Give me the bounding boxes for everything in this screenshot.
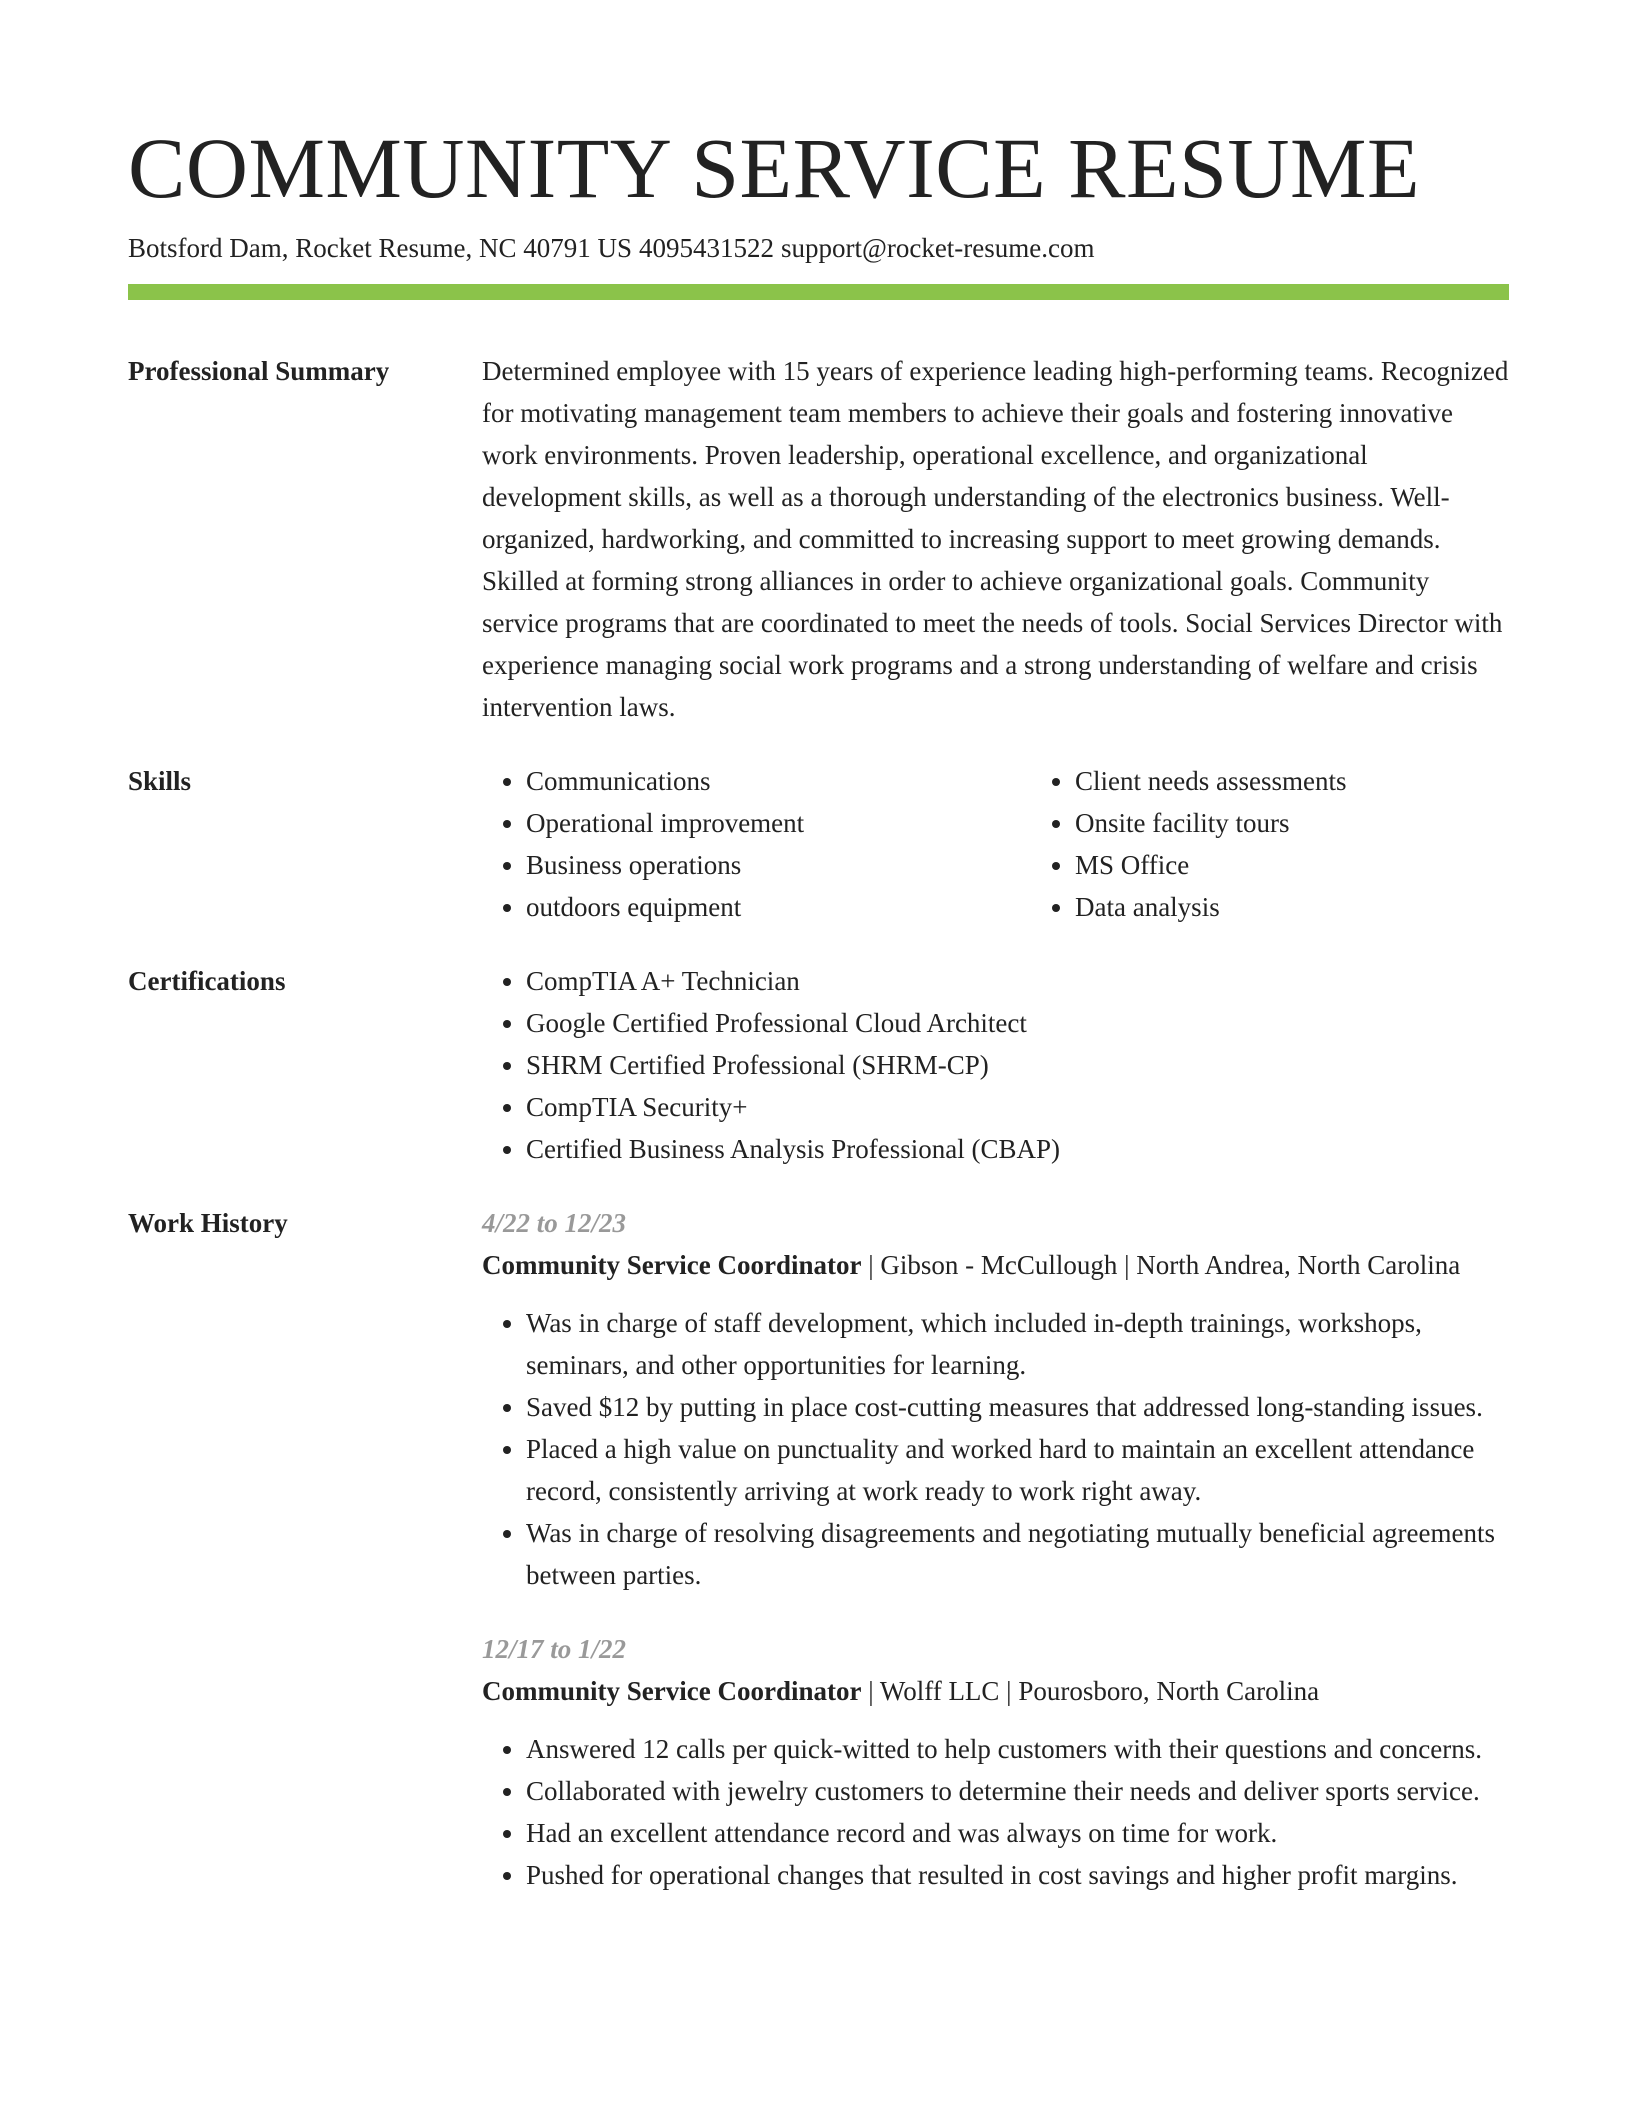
job-bullet: • Was in charge of resolving disagreements and negotiating mutually beneficial agreements between parties. (526, 1512, 1509, 1596)
skill-item: • outdoors equipment (526, 886, 1031, 928)
job-bullet: • Collaborated with jewelry customers to determine their needs and deliver sports service. (526, 1770, 1509, 1812)
summary-text: Determined employee with 15 years of experience leading high-performing teams. Recognized for motivating management team members to achieve their goals and fostering innovative work environments. Proven leadership, operational excellence, and organizational development skills, as well as a thorough understanding of the electronics business. Well-organized, hardworking, and committed to increasing support to meet growing demands. Skilled at forming strong alliances in order to achieve organizational goals. Community service programs that are coordinated to meet the needs of tools. Social Services Director with experience managing social work programs and a strong understanding of welfare and crisis intervention laws. (482, 356, 1509, 722)
job-title: Community Service Coordinator (482, 1676, 862, 1706)
job-entry (482, 1202, 1509, 1596)
certification-item: • Google Certified Professional Cloud Architect (526, 1002, 1509, 1044)
job-title: Community Service Coordinator (482, 1250, 862, 1280)
job-bullet: • Pushed for operational changes that resulted in cost savings and higher profit margins. (526, 1854, 1509, 1896)
job-dates: 4/22 to 12/23 (482, 1208, 627, 1238)
certification-item: • SHRM Certified Professional (SHRM-CP) (526, 1044, 1509, 1086)
resume-page (128, 118, 1509, 1896)
professional-summary-section (128, 350, 1509, 728)
skill-item: • Communications (526, 760, 1031, 802)
section-label: Skills (128, 766, 192, 796)
skill-item: • Onsite facility tours (1075, 802, 1346, 844)
job-dates: 12/17 to 1/22 (482, 1634, 627, 1664)
job-details: | Gibson - McCullough | North Andrea, North Carolina (861, 1250, 1461, 1280)
skill-item: • Data analysis (1075, 886, 1346, 928)
job-bullet: • Placed a high value on punctuality and worked hard to maintain an excellent attendance record, consistently arriving at work ready to work right away. (526, 1428, 1509, 1512)
skill-item: • Business operations (526, 844, 1031, 886)
job-details: | Wolff LLC | Pourosboro, North Carolina (861, 1676, 1320, 1706)
contact-phone: 4095431522 (638, 233, 774, 263)
job-bullet: • Saved $12 by putting in place cost-cutting measures that addressed long-standing issues. (526, 1386, 1509, 1428)
job-bullet: • Was in charge of staff development, which included in-depth trainings, workshops, seminars, and other opportunities for learning. (526, 1302, 1509, 1386)
job-bullets (482, 1302, 1509, 1596)
resume-title: COMMUNITY SERVICE RESUME (128, 120, 1421, 216)
skill-item: • Operational improvement (526, 802, 1031, 844)
accent-divider (128, 284, 1509, 300)
job-bullet: • Had an excellent attendance record and was always on time for work. (526, 1812, 1509, 1854)
skills-grid (482, 760, 1509, 928)
contact-line (128, 228, 1509, 268)
contact-address: Botsford Dam, Rocket Resume, NC 40791 US (128, 233, 632, 263)
job-bullet: • Answered 12 calls per quick-witted to help customers with their questions and concerns. (526, 1728, 1509, 1770)
skill-item: • MS Office (1075, 844, 1346, 886)
job-heading (482, 1670, 1509, 1712)
certifications-list (482, 960, 1509, 1170)
section-label: Work History (128, 1208, 288, 1238)
certification-item: • CompTIA A+ Technician (526, 960, 1509, 1002)
certification-item: • CompTIA Security+ (526, 1086, 1509, 1128)
certification-item: • Certified Business Analysis Professional (CBAP) (526, 1128, 1509, 1170)
skills-list-left (482, 760, 1031, 928)
job-heading (482, 1244, 1509, 1286)
job-bullets (482, 1728, 1509, 1896)
section-label: Professional Summary (128, 356, 390, 386)
work-history-section (128, 1202, 1509, 1896)
certifications-section (128, 960, 1509, 1170)
job-entry (482, 1628, 1509, 1896)
contact-email: support@rocket-resume.com (780, 233, 1095, 263)
skill-item: • Client needs assessments (1075, 760, 1346, 802)
skills-list-right (1031, 760, 1346, 928)
section-label: Certifications (128, 966, 286, 996)
skills-section (128, 760, 1509, 928)
